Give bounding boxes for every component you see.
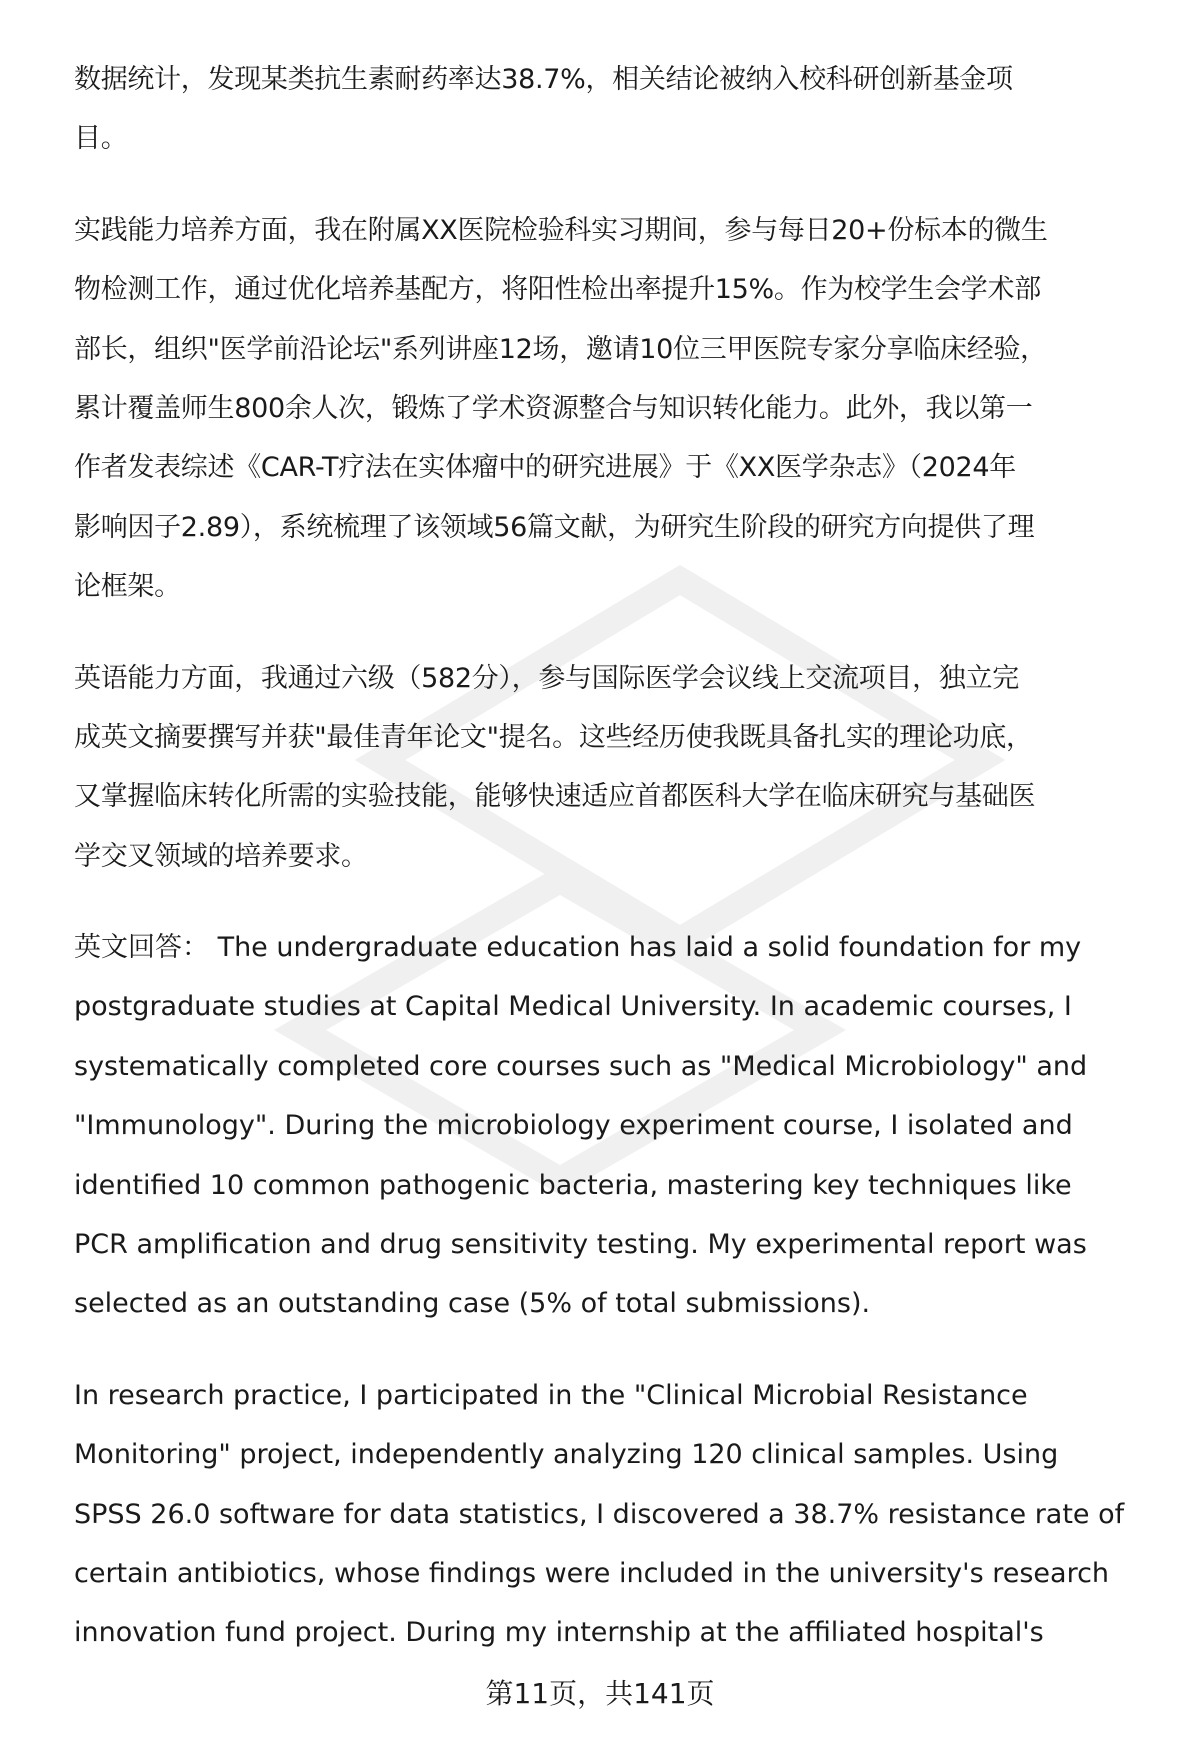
document-body [74, 50, 1154, 1695]
text-line: 英语能力方面，我通过六级（582分），参与国际医学会议线上交流项目，独立完 [74, 662, 1019, 694]
text-line: 累计覆盖师生800余人次，锻炼了学术资源整合与知识转化能力。此外，我以第一 [74, 392, 1033, 424]
text-line: certain antibiotics, whose findings were included in the university's research [74, 1557, 1110, 1589]
text-line: 目。 [74, 123, 128, 155]
page-number: 第11页，共141页 [485, 1677, 715, 1710]
text-line: systematically completed core courses such as "Medical Microbiology" and [74, 1050, 1088, 1082]
text-line: 部长，组织"医学前沿论坛"系列讲座12场，邀请10位三甲医院专家分享临床经验， [74, 333, 1047, 365]
paragraph [74, 649, 1154, 887]
text-line: postgraduate studies at Capital Medical University. In academic courses, I [74, 991, 1072, 1023]
text-line: identified 10 common pathogenic bacteria, mastering key techniques like [74, 1169, 1072, 1201]
text-line: 物检测工作，通过优化培养基配方，将阳性检出率提升15%。作为校学生会学术部 [74, 274, 1041, 306]
text-line: selected as an outstanding case (5% of total submissions). [74, 1288, 871, 1320]
text-line: 又掌握临床转化所需的实验技能，能够快速适应首都医科大学在临床研究与基础医 [74, 781, 1036, 813]
text-line: 作者发表综述《CAR-T疗法在实体瘤中的研究进展》于《XX医学杂志》（2024年 [74, 452, 1016, 484]
text-line: 数据统计，发现某类抗生素耐药率达38.7%，相关结论被纳入校科研创新基金项 [74, 64, 1013, 95]
text-line: 实践能力培养方面，我在附属XX医院检验科实习期间，参与每日20+份标本的微生 [74, 214, 1048, 246]
paragraph [74, 201, 1154, 617]
paragraph [74, 918, 1154, 1334]
text-line: innovation fund project. During my internship at the affiliated hospital's [74, 1617, 1044, 1649]
text-line: "Immunology". During the microbiology experiment course, I isolated and [74, 1110, 1073, 1142]
text-line: 学交叉领域的培养要求。 [74, 840, 368, 872]
text-line: SPSS 26.0 software for data statistics, I discovered a 38.7% resistance rate of [74, 1498, 1125, 1530]
text-line: PCR amplification and drug sensitivity testing. My experimental report was [74, 1229, 1087, 1261]
text-line: 影响因子2.89），系统梳理了该领域56篇文献，为研究生阶段的研究方向提供了理 [74, 511, 1035, 543]
paragraph [74, 50, 1154, 169]
text-line: 英文回答： The undergraduate education has laid a solid foundation for my [74, 932, 1082, 964]
paragraph [74, 1366, 1154, 1663]
text-line: 成英文摘要撰写并获"最佳青年论文"提名。这些经历使我既具备扎实的理论功底， [74, 721, 1033, 753]
text-line: In research practice, I participated in the "Clinical Microbial Resistance [74, 1379, 1028, 1411]
text-line: Monitoring" project, independently analyzing 120 clinical samples. Using [74, 1439, 1059, 1471]
text-line: 论框架。 [74, 571, 181, 603]
